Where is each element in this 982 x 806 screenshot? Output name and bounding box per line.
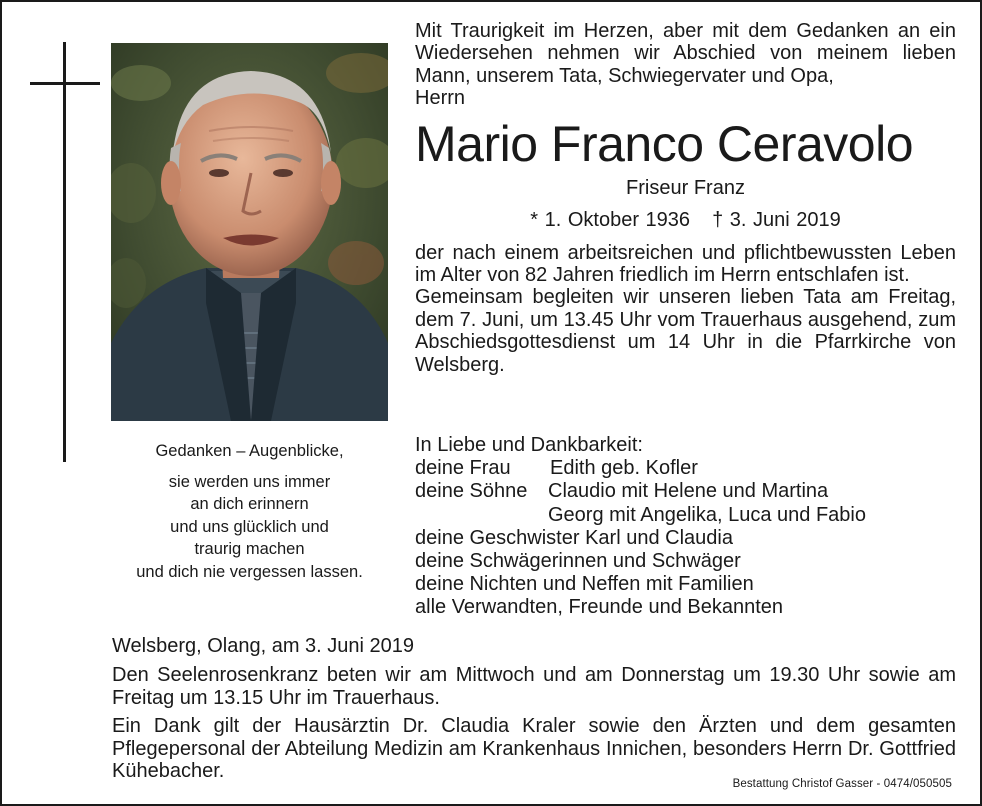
mourner-row: deine Schwägerinnen und Schwäger bbox=[415, 550, 741, 573]
mourner-row: alle Verwandten, Freunde und Bekannten bbox=[415, 596, 784, 619]
rosary-text: Den Seelenrosenkranz beten wir am Mittwoch und am Donnerstag um 19.30 Uhr sowie am Freitag um 13.15 Uhr im Trauerhaus. bbox=[112, 664, 956, 709]
closing-section bbox=[112, 635, 956, 788]
mourner-label: deine Frau bbox=[415, 457, 511, 480]
mourner-row: deine Geschwister Karl und Claudia bbox=[415, 526, 733, 549]
life-text: der nach einem arbeitsreichen und pflichtbewussten Leben im Alter von 82 Jahren friedlich im Herrn entschlafen ist. bbox=[415, 241, 956, 287]
mourner-name: Georg mit Angelika, Luca und Fabio bbox=[548, 503, 866, 526]
mourner-name: Claudio mit Helene und Martina bbox=[548, 480, 829, 503]
poem-line: traurig machen bbox=[194, 540, 305, 558]
mourner-row bbox=[415, 457, 956, 480]
poem-line: sie werden uns immer bbox=[168, 472, 331, 491]
birth-date: * 1. Oktober 1936 bbox=[530, 208, 691, 231]
poem-line: an dich erinnern bbox=[190, 495, 309, 513]
poem-line: und uns glücklich und bbox=[170, 517, 329, 536]
memorial-poem bbox=[111, 440, 388, 583]
death-date: † 3. Juni 2019 bbox=[712, 208, 841, 231]
life-dates bbox=[415, 208, 956, 232]
mourner-row bbox=[415, 504, 956, 527]
mourner-name: Edith geb. Kofler bbox=[550, 457, 698, 480]
announcement-column bbox=[415, 20, 956, 376]
cross-icon bbox=[30, 42, 100, 462]
mourner-row: deine Nichten und Neffen mit Familien bbox=[415, 573, 754, 596]
poem-line: und dich nie vergessen lassen. bbox=[136, 562, 363, 581]
place-date: Welsberg, Olang, am 3. Juni 2019 bbox=[112, 635, 415, 657]
mourners-list bbox=[415, 434, 956, 620]
portrait-photo bbox=[111, 43, 388, 421]
service-text: Gemeinsam begleiten wir unseren lieben Tata am Freitag, dem 7. Juni, um 13.45 Uhr vom Trauerhaus ausgehend, zum Abschiedsgottesdienst um 14 Uhr in die Pfarrkirche von Welsberg. bbox=[415, 286, 956, 376]
mourners-heading: In Liebe und Dankbarkeit: bbox=[415, 434, 643, 456]
mourner-row bbox=[415, 480, 956, 503]
deceased-nickname: Friseur Franz bbox=[626, 176, 745, 199]
thanks-text: Ein Dank gilt der Hausärztin Dr. Claudia Kraler sowie den Ärzten und dem gesamten Pflegepersonal der Abteilung Medizin am Krankenhaus Innichen, besonders Herrn Dr. Gottfried Kühebacher. bbox=[112, 715, 956, 783]
intro-text: Mit Traurigkeit im Herzen, aber mit dem Gedanken an ein Wiedersehen nehmen wir Abschied von meinem lieben Mann, unserem Tata, Schwiegervater und Opa, Herrn bbox=[415, 20, 956, 110]
funeral-home-credit: Bestattung Christof Gasser - 0474/050505 bbox=[732, 778, 952, 790]
poem-first-line: Gedanken – Augenblicke, bbox=[155, 442, 344, 460]
deceased-name: Mario Franco Ceravolo bbox=[415, 115, 914, 172]
mourner-label: deine Söhne bbox=[415, 480, 528, 503]
